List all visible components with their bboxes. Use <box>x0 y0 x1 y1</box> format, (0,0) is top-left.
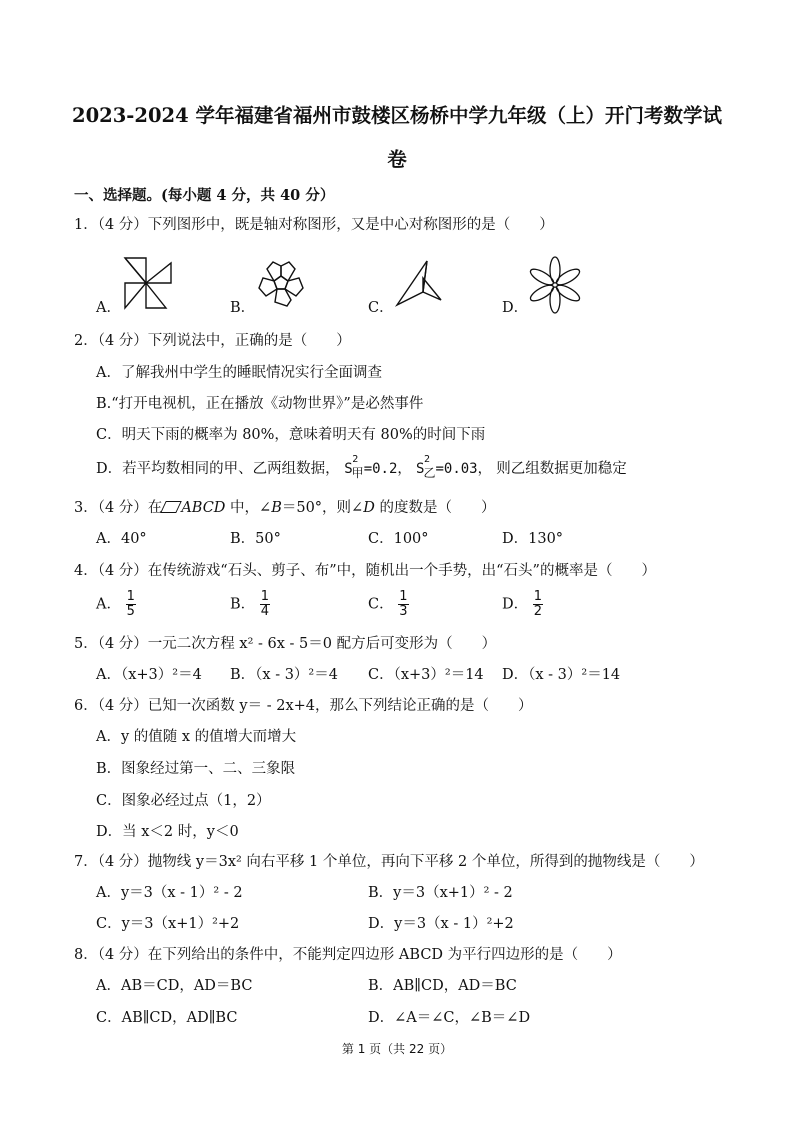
q4-option-d: D． $\frac{1}{2}$ <box>502 589 543 619</box>
q5-option-b: B．（x - 3）²＝4 <box>230 667 338 683</box>
exam-title-line2: 卷 <box>387 148 407 171</box>
q4-option-b: B． $\frac{1}{4}$ <box>230 589 270 619</box>
variance-jia: S 2 $_甲$=0.2， <box>344 454 412 480</box>
q7-option-a: A．y＝3（x - 1）² - 2 <box>96 885 243 901</box>
q2-option-a: A．了解我州中学生的睡眠情况实行全面调查 <box>96 365 382 381</box>
q5-option-c: C．（x+3）²＝14 <box>368 667 484 683</box>
q4-stem: 4．（4 分）在传统游戏“石头、剪子、布”中，随机出一个手势，出“石头”的概率是（ ） <box>74 563 656 579</box>
q3-option-c: C．100° <box>368 531 429 547</box>
q3-option-d: D．130° <box>502 531 564 547</box>
page-footer: 第 1 页（共 22 页） <box>341 1042 453 1056</box>
q8-stem: 8．（4 分）在下列给出的条件中，不能判定四边形 ABCD 为平行四边形的是（ ） <box>74 947 622 963</box>
q8-option-c: C．AB∥CD，AD∥BC <box>96 1010 238 1026</box>
q2-option-c: C．明天下雨的概率为 80%，意味着明天有 80%的时间下雨 <box>96 427 486 443</box>
q1-option-d: D． <box>502 300 529 316</box>
q2-d-suffix: 则乙组数据更加稳定 <box>496 461 627 477</box>
q7-option-b: B．y＝3（x+1）² - 2 <box>368 885 513 901</box>
q1-option-c: C． <box>368 300 394 316</box>
q3-stem: 3．（4 分）在 ABCD 中，∠B＝50°，则∠D 的度数是（ ） <box>74 500 496 516</box>
pinwheel-figure <box>122 255 174 313</box>
q8-option-b: B．AB∥CD，AD＝BC <box>368 978 517 994</box>
q6-option-a: A．y 的值随 x 的值增大而增大 <box>96 729 297 745</box>
q2-option-b: B.“打开电视机，正在播放《动物世界》”是必然事件 <box>96 396 424 412</box>
q2-d-prefix: D．若平均数相同的甲、乙两组数据， <box>96 461 340 477</box>
q2-option-d <box>96 454 627 483</box>
q1-stem: 1．（4 分）下列图形中，既是轴对称图形，又是中心对称图形的是（ ） <box>74 217 554 233</box>
q2-stem: 2．（4 分）下列说法中，正确的是（ ） <box>74 333 351 349</box>
q7-option-c: C．y＝3（x+1）²+2 <box>96 916 240 932</box>
parallelogram-icon <box>161 501 183 513</box>
q1-option-b: B． <box>230 300 256 316</box>
q6-option-c: C．图象必经过点（1，2） <box>96 793 271 809</box>
q8-option-d: D．∠A＝∠C，∠B＝∠D <box>368 1010 531 1026</box>
q7-option-d: D．y＝3（x - 1）²+2 <box>368 916 514 932</box>
triangle-star-figure <box>393 258 443 314</box>
q7-stem: 7．（4 分）抛物线 y＝3x² 向右平移 1 个单位，再向下平移 2 个单位，所得到的抛物线是（ ） <box>74 854 704 870</box>
section-heading: 一、选择题。(每小题 4 分，共 40 分） <box>74 187 335 204</box>
petal-flower-figure <box>526 254 584 316</box>
q6-option-b: B．图象经过第一、二、三象限 <box>96 761 296 777</box>
q4-option-a: A． $\frac{1}{5}$ <box>96 589 135 619</box>
q3-option-b: B．50° <box>230 531 281 547</box>
q5-option-d: D．（x - 3）²＝14 <box>502 667 621 683</box>
q4-option-c: C． $\frac{1}{3}$ <box>368 589 408 619</box>
q6-option-d: D．当 x＜2 时，y＜0 <box>96 824 239 840</box>
q5-option-a: A．（x+3）²＝4 <box>96 667 202 683</box>
q5-stem: 5．（4 分）一元二次方程 x² - 6x - 5＝0 配方后可变形为（ ） <box>74 636 497 652</box>
q8-option-a: A．AB＝CD，AD＝BC <box>96 978 253 994</box>
exam-title-line1: 2023-2024 学年福建省福州市鼓楼区杨桥中学九年级（上）开门考数学试 <box>72 104 722 127</box>
variance-yi: S 2 $_乙$=0.03， <box>416 454 492 480</box>
q1-option-a: A． <box>96 300 121 316</box>
pentagon-flower-figure <box>253 258 309 314</box>
q3-option-a: A．40° <box>96 531 147 547</box>
q6-stem: 6．（4 分）已知一次函数 y＝ - 2x+4，那么下列结论正确的是（ ） <box>74 698 533 714</box>
